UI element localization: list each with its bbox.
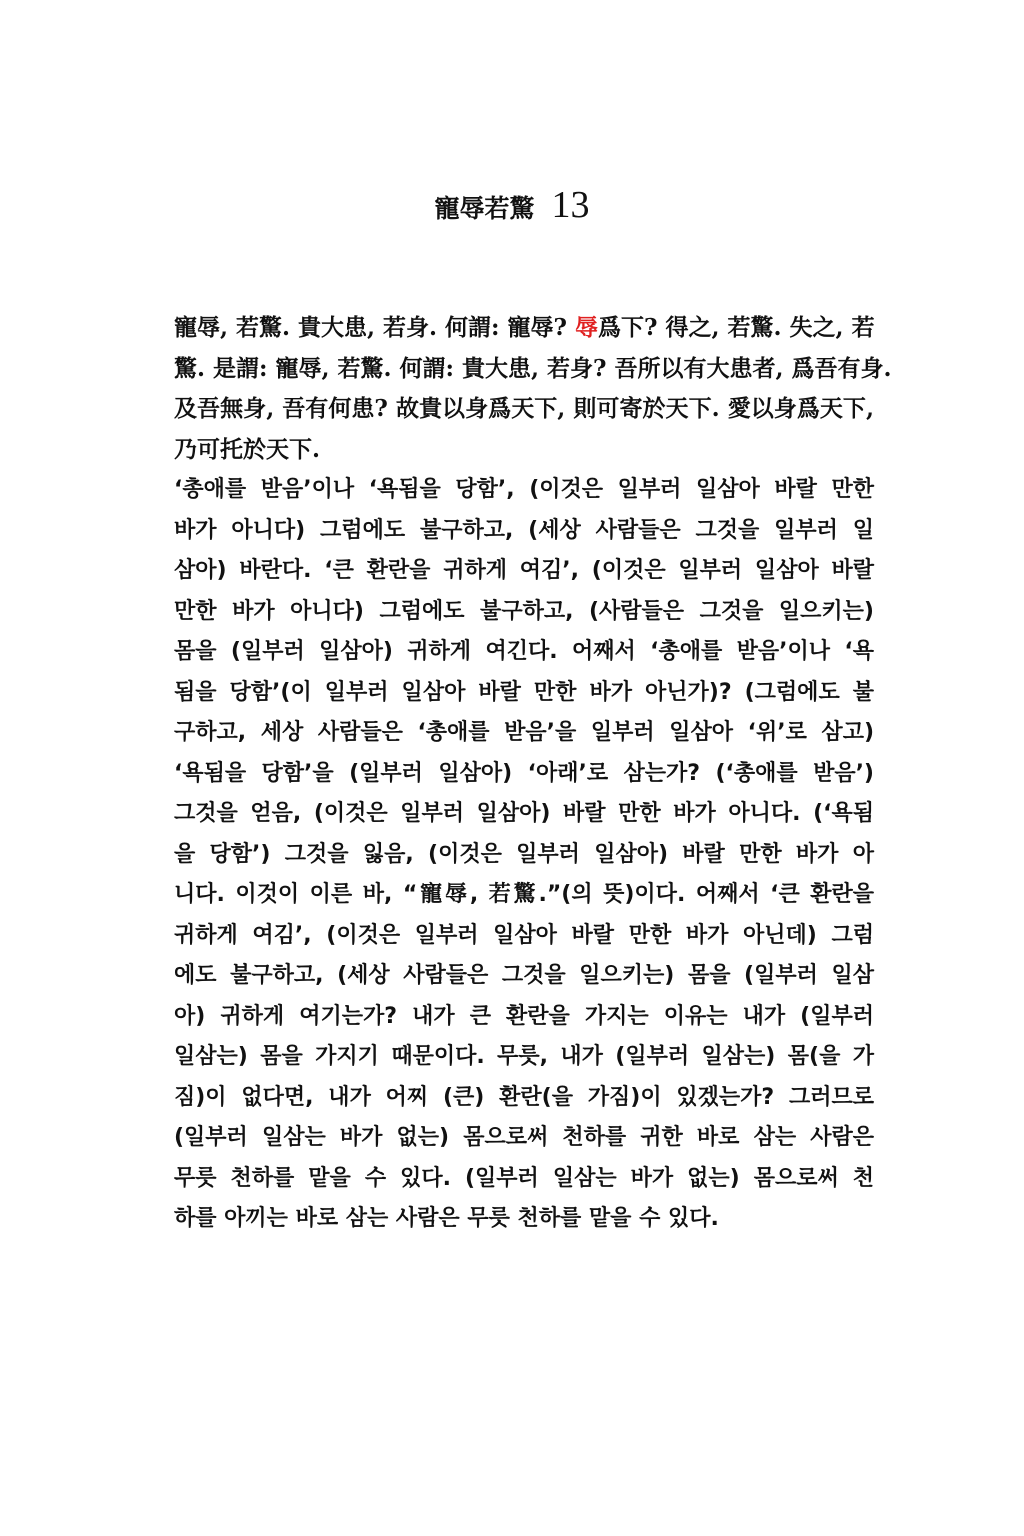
translation-line: 만한 바가 아니다) 그럼에도 불구하고, (사람들은 그것을 일으키는): [174, 598, 874, 624]
classical-line-part: 爲下? 得之, 若驚. 失之, 若: [598, 314, 875, 341]
body-text: [174, 308, 892, 1240]
translation-line: 무릇 천하를 맡을 수 있다. (일부러 일삼는 바가 없는) 몸으로써 천: [174, 1165, 874, 1191]
translation-line: ‘욕됨을 당함’을 (일부러 일삼아) ‘아래’로 삼는가? (‘총애를 받음’): [174, 760, 874, 786]
translation-line: 아) 귀하게 여기는가? 내가 큰 환란을 가지는 이유는 내가 (일부러: [174, 1003, 874, 1029]
classical-line: 及吾無身, 吾有何患? 故貴以身爲天下, 則可寄於天下. 愛以身爲天下,: [174, 395, 874, 422]
translation-line: (일부러 일삼는 바가 없는) 몸으로써 천하를 귀한 바로 삼는 사람은: [174, 1125, 874, 1150]
chapter-title: 寵辱若驚: [434, 194, 535, 223]
korean-translation: [174, 470, 874, 1240]
translation-line: 바가 아니다) 그럼에도 불구하고, (세상 사람들은 그것을 일부러 일: [174, 517, 874, 543]
translation-line: 니다. 이것이 이른 바, “寵辱, 若驚.”(의 뜻)이다. 어째서 ‘큰 환란을: [174, 882, 874, 907]
classical-line: [174, 308, 874, 349]
highlighted-character: 辱: [575, 314, 599, 341]
translation-line: 귀하게 여김’, (이것은 일부러 일삼아 바랄 만한 바가 아닌데) 그럼: [174, 922, 874, 948]
translation-line: 구하고, 세상 사람들은 ‘총애를 받음’을 일부러 일삼아 ‘위’로 삼고): [174, 720, 874, 745]
translation-line: 을 당함’) 그것을 잃음, (이것은 일부러 일삼아) 바랄 만한 바가 아: [174, 841, 874, 867]
translation-line: 짐)이 없다면, 내가 어찌 (큰) 환란(을 가짐)이 있겠는가? 그러므로: [174, 1084, 874, 1110]
translation-line: 일삼는) 몸을 가지기 때문이다. 무릇, 내가 (일부러 일삼는) 몸(을 가: [174, 1044, 874, 1069]
translation-line: ‘총애를 받음’이나 ‘욕됨을 당함’, (이것은 일부러 일삼아 바랄 만한: [174, 477, 874, 502]
classical-line: 驚. 是謂: 寵辱, 若驚. 何謂: 貴大患, 若身? 吾所以有大患者, 爲吾有身.: [174, 354, 892, 382]
classical-text: [174, 308, 892, 470]
translation-line: 에도 불구하고, (세상 사람들은 그것을 일으키는) 몸을 (일부러 일삼: [174, 963, 874, 988]
translation-line: 삼아) 바란다. ‘큰 환란을 귀하게 여김’, (이것은 일부러 일삼아 바랄: [174, 558, 874, 583]
classical-line-part: 寵辱, 若驚. 貴大患, 若身. 何謂: 寵辱?: [174, 314, 576, 341]
translation-line: 몸을 (일부러 일삼아) 귀하게 여긴다. 어째서 ‘총애를 받음’이나 ‘욕: [174, 639, 874, 664]
chapter-heading: [0, 183, 1024, 227]
classical-line: 乃可托於天下.: [174, 435, 321, 463]
translation-line: 하를 아끼는 바로 삼는 사람은 무릇 천하를 맡을 수 있다.: [174, 1206, 719, 1231]
translation-line: 됨을 당함’(이 일부러 일삼아 바랄 만한 바가 아닌가)? (그럼에도 불: [174, 679, 874, 705]
translation-line: 그것을 얻음, (이것은 일부러 일삼아) 바랄 만한 바가 아니다. (‘욕됨: [174, 801, 874, 826]
chapter-number: 13: [551, 184, 590, 226]
